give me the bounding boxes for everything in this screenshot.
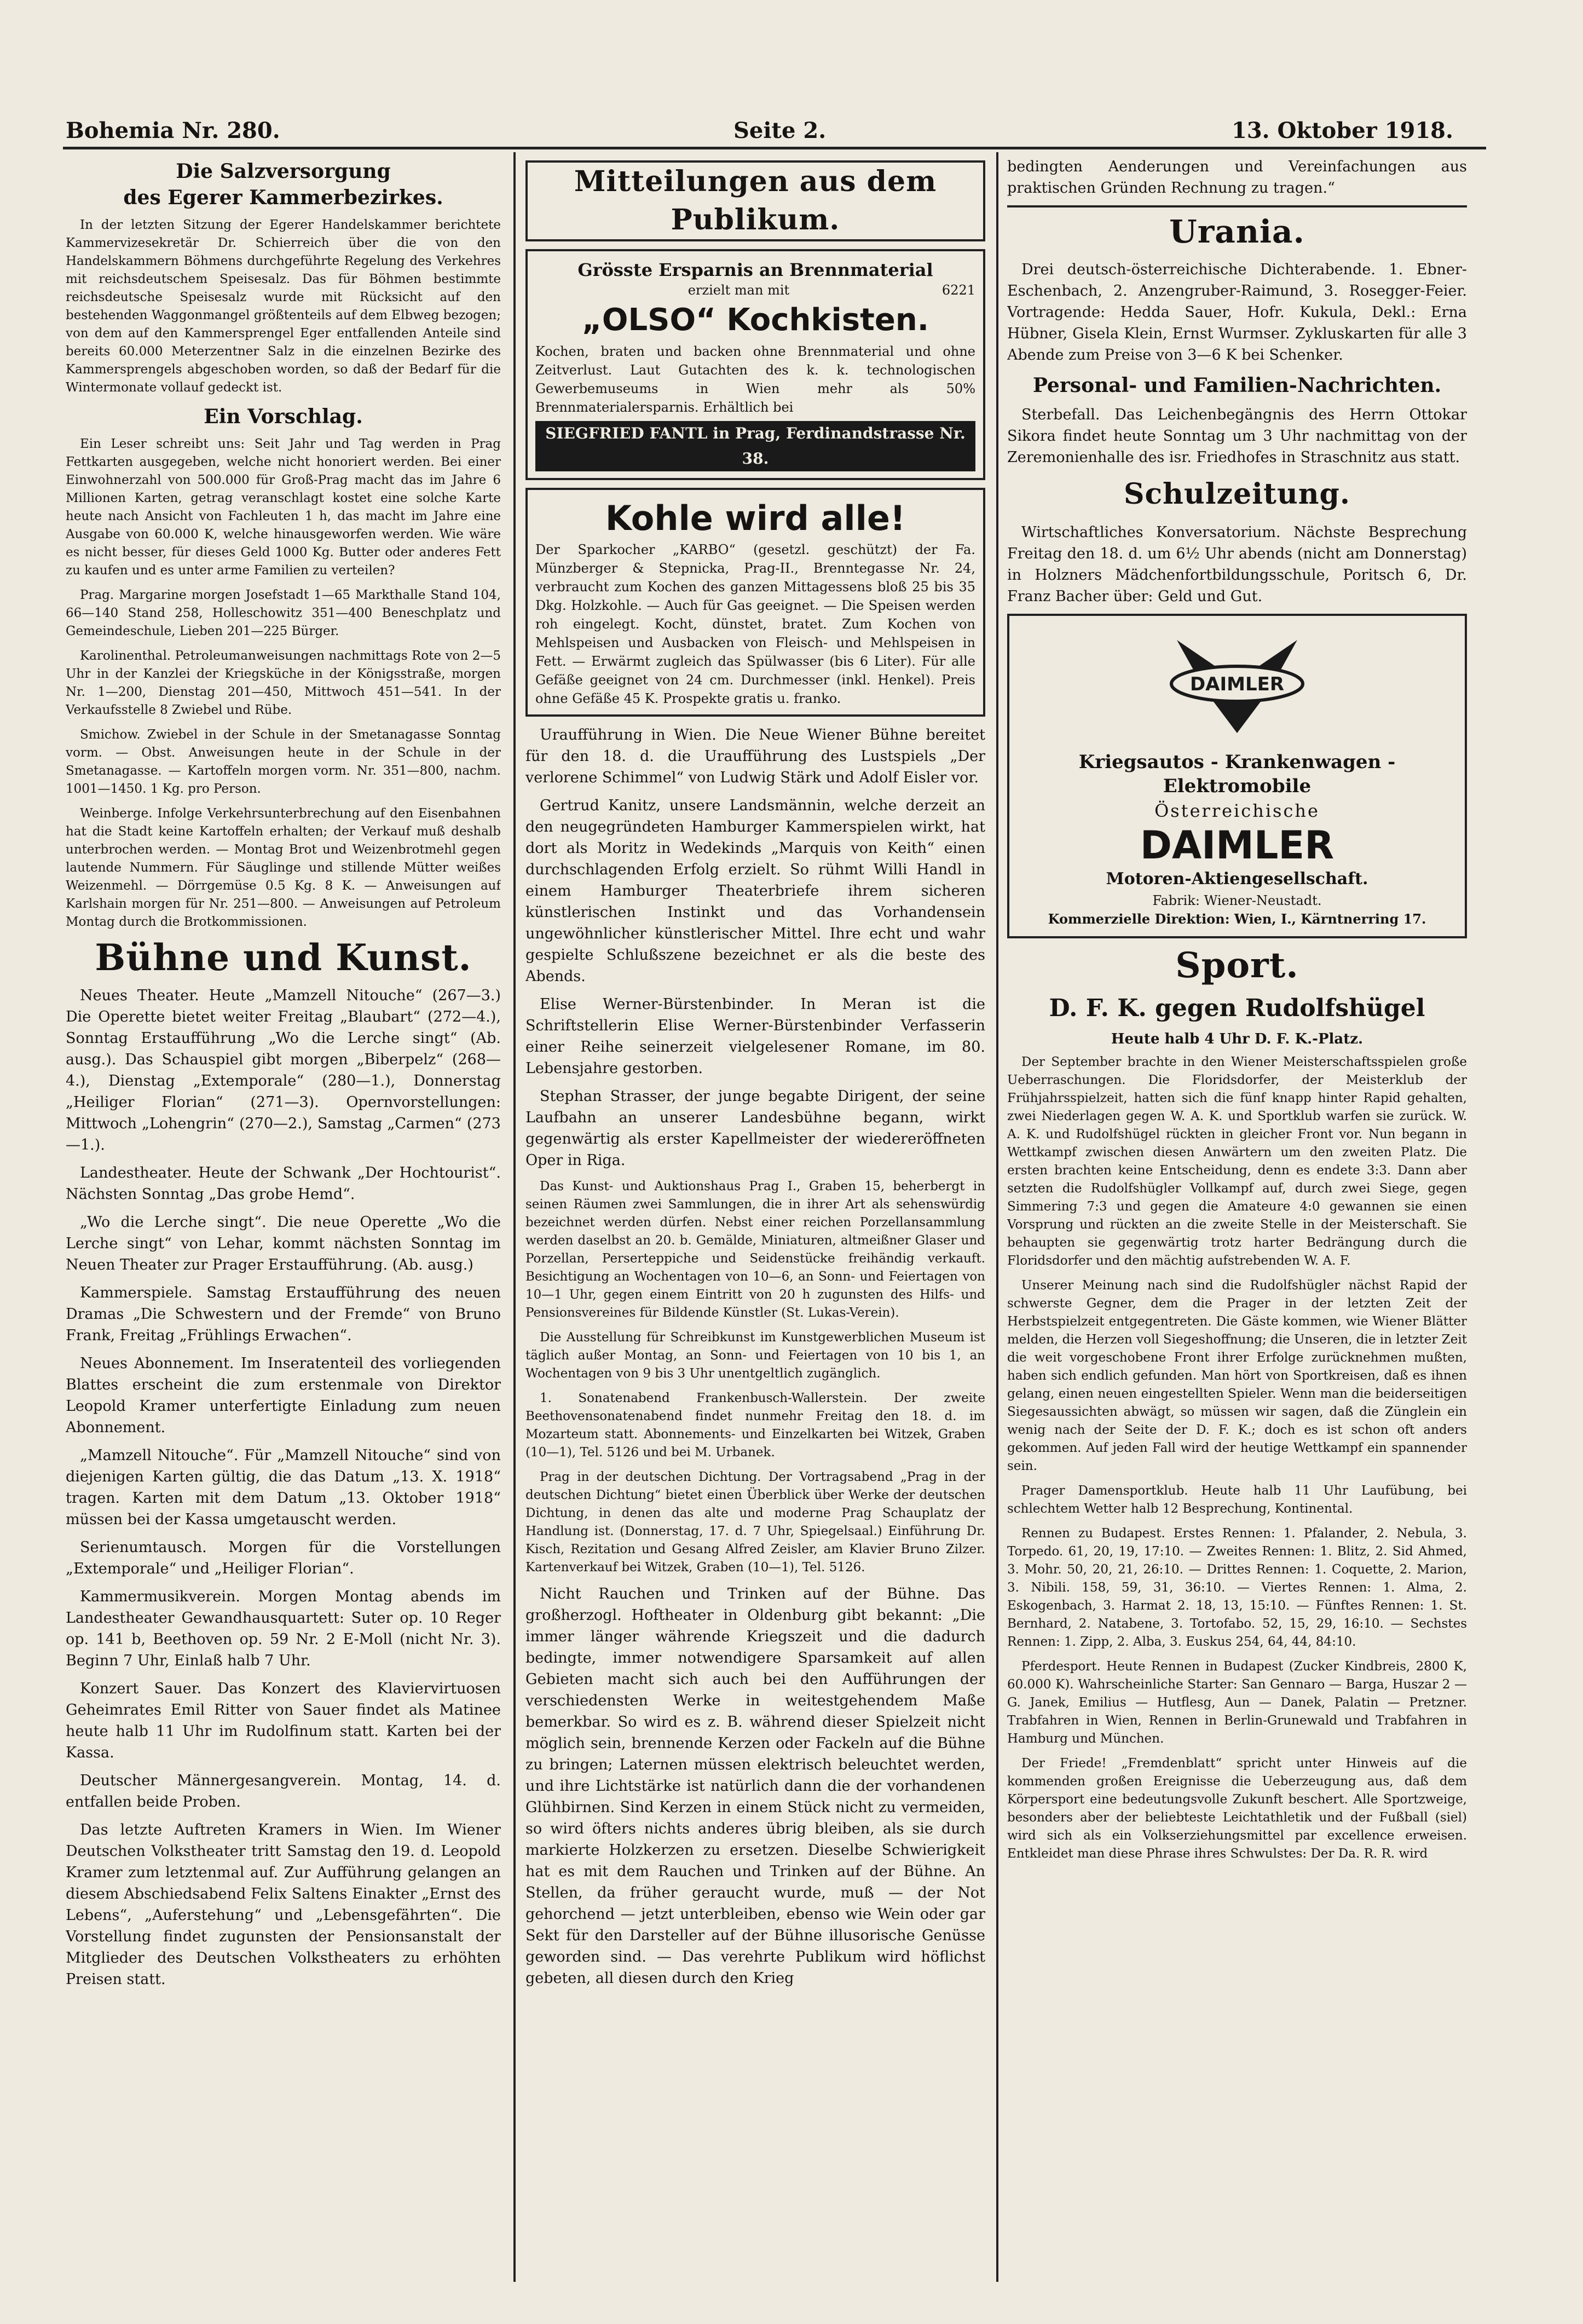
heading-schulzeitung: Schulzeitung. [1123,477,1351,511]
sport-notice: Prager Damensportklub. Heute halb 11 Uhr Laufübung, bei schlechtem Wetter halb 12 Besprechung, Kontinental. [1007,1484,1467,1516]
article-salz: In der letzten Sitzung der Egerer Handelskammer berichtete Kammervizesekretär Dr. Schierreich über die von den Handelskammern Böhmens durchgeführte Regelung des Verkehres mit reichsdeutschem Speisesalz. Das für Böhmen bestimmte reichsdeutsche Speisesalz wurde mit Rücksicht auf den bestehenden Waggonmangel größtenteils auf dem Elbweg bezogen; von dem auf den Kammersprengel Eger entfallenden Anteile sind bereits 60.000 Meterzentner Salz in die einzelnen Bezirke des Kammersprengels abgeschoben worden, so daß der Bedarf für die Wintermonate vollauf gedeckt ist. [66,218,501,395]
column-rule-1 [513,152,516,2282]
sport-notice: Rennen zu Budapest. Erstes Rennen: 1. Pfalander, 2. Nebula, 3. Torpedo. 61, 20, 19, 17:10. — Zweites Rennen: 1. Blitz, 2. Sid Ahmed, 3. Mohr. 50, 20, 21, 26:10. — Drittes Rennen: 1. Coquette, 2. Marion, 3. Nibili. 158, 59, 31, 36:10. — Viertes Rennen: 1. Alma, 2. Eskogenbach, 3. Harmat 2. 18, 13, 15:10. — Fünftes Rennen: 1. St. Bernhard, 2. Natabene, 3. Tortofabo. 52, 15, 29, 16:10. — Sechstes Rennen: 1. Zipp, 2. Alba, 3. Euskus 254, 64, 44, 84:10. [1007,1526,1467,1649]
sport-notice: Unserer Meinung nach sind die Rudolfshügler nächst Rapid der schwerste Gegner, dem die Prager in der letzten Zeit der Herbstspielzeit entgegentreten. Die Gäste kommen, wie Wiener Blätter melden, die Herzen voll Siegeshoffnung; die Unseren, die in letzter Zeit die weit vorgeschobene Front ihrer Erfolge zurücknehmen mußten, haben sich endlich gefunden. Man hört von Sportkreisen, daß es ihnen gelang, einen neuen eingestellten Spieler. Wenn man die beiderseitigen Siegesaussichten abwägt, so müssen wir sagen, daß die Zünglein ein wenig nach der Seite der D. F. K.; doch es ist schon oft anders gekommen. Auf jeden Fall wird der heutige Wettkampf ein spannender sein. [1007,1278,1467,1473]
daimler-direktion: Kommerzielle Direktion: Wien, I., Kärntnerring 17. [1048,911,1426,927]
article-vorschlag: Ein Leser schreibt uns: Seit Jahr und Tag werden in Prag Fettkarten ausgegeben, welche nicht honoriert werden. Bei einer Einwohnerzahl von 500.000 für Groß-Prag macht das im Jahre 6 Millionen Karten, getrag veranschlagt kostet eine solche Karte heute nach Ansicht von Fachleuten 1 h, das macht im Jahre eine Ausgabe von 60.000 K, welche hinausgeworfen werden. Wie wäre es nicht besser, für dieses Geld 1000 Kg. Butter oder anderes Fett zu kaufen und es unter arme Familien zu verteilen? [66,437,501,578]
heading-personal: Personal- und Familien-Nachrichten. [1032,374,1442,397]
article-personal: Sterbefall. Das Leichenbegängnis des Herrn Ottokar Sikora findet heute Sonntag um 3 Uhr nachmittag von der Zeremonienhalle des isr. Friedhofes in Straschnitz aus statt. [1007,406,1467,466]
heading-buehne: Bühne und Kunst. [95,936,472,979]
small-notice: 1. Sonatenabend Frankenbusch-Wallerstein. Der zweite Beethovensonatenabend findet nunmehr Freitag den 18. d. im Mozarteum statt. Abonnements- und Einzelkarten bei Witzek, Graben (10—1), Tel. 5126 und bei M. Urbanek. [525,1391,985,1460]
buehne-para: „Wo die Lerche singt“. Die neue Operette „Wo die Lerche singt“ von Lehar, kommt nächsten Sonntag im Neuen Theater zur Prager Erstaufführung. (Ab. ausg.) [66,1214,501,1273]
heading-salz-2: des Egerer Kammerbezirkes. [123,186,443,209]
notice-weinberge: Weinberge. Infolge Verkehrsunterbrechung auf den Eisenbahnen hat die Stadt keine Kartoffeln erhalten; der Verkauf muß deshalb unterbrochen werden. — Montag Brot und Weizenbrotmehl gegen lautende Nummern. Für Säuglinge und stillende Mütter weißes Weizenmehl. — Dörrgemüse 0.5 Kg. 8 K. — Anweisungen auf Karlshain morgen für Nr. 251—800. — Anweisungen auf Petroleum Montag durch die Brotkommissionen. [66,806,501,929]
buehne-para: Konzert Sauer. Das Konzert des Klaviervirtuosen Geheimrates Emil Ritter von Sauer findet als Matinee heute halb 11 Uhr im Rudolfinum statt. Karten bei der Kassa. [66,1680,501,1761]
heading-match: D. F. K. gegen Rudolfshügel [1049,994,1425,1022]
daimler-fabrik: Fabrik: Wiener-Neustadt. [1152,893,1322,908]
heading-urania: Urania. [1169,213,1305,250]
match-subtitle: Heute halb 4 Uhr D. F. K.-Platz. [1111,1031,1364,1047]
masthead-date: 13. Oktober 1918. [1232,118,1453,143]
buehne-para: Kammerspiele. Samstag Erstaufführung des neuen Dramas „Die Schwestern und der Fremde“ von Bruno Frank, Freitag „Frühlings Erwachen“. [66,1284,501,1344]
daimler-headline: Kriegsautos - Krankenwagen - Elektromobile [1078,751,1396,797]
column-3 [1007,156,1467,2308]
notice-karolinenthal: Karolinenthal. Petroleumanweisungen nachmittags Rote von 2—5 Uhr in der Kanzlei der Kriegsküche in der Königsstraße, morgen Nr. 1—200, Dienstag 201—450, Mittwoch 451—541. In der Verkaufsstelle 8 Zwiebel und Rübe. [66,649,501,717]
notice-prag: Prag. Margarine morgen Josefstadt 1—65 Markthalle Stand 104, 66—140 Stand 258, Holleschowitz 351—400 Beneschplatz und Gemeindeschule, Lieben 201—225 Bürger. [66,588,501,638]
olso-name: „OLSO“ Kochkisten. [582,302,929,338]
kohle-advertisement [525,488,985,717]
column-1 [66,156,501,2308]
column-rule-2 [996,152,998,2282]
masthead-page: Seite 2. [733,118,827,143]
daimler-logo [1155,629,1319,739]
daimler-advertisement [1007,614,1467,938]
buehne-para: Das letzte Auftreten Kramers in Wien. Im Wiener Deutschen Volkstheater tritt Samstag den 19. d. Leopold Kramer zum letztenmal auf. Zur Aufführung gelangen an diesem Abschiedsabend Felix Saltens Einakter „Ernst des Lebens“, „Auferstehung“ und „Lebensgefährten“. Die Vorstellung findet zugunsten der Pensionsanstalt der Mitglieder des Deutschen Volkstheaters zu erhöhten Preisen statt. [66,1821,501,1988]
olso-top: Grösste Ersparnis an Brennmaterial [577,259,933,280]
article-schulzeitung: Wirtschaftliches Konversatorium. Nächste Besprechung Freitag den 18. d. um 6½ Uhr abends (nicht am Donnerstag) in Holzners Mädchenfortbildungsschule, Poritsch 6, Dr. Franz Bacher über: Geld und Gut. [1007,524,1467,605]
kohle-body: Der Sparkocher „KARBO“ (gesetzl. geschützt) der Fa. Münzberger & Stepnicka, Prag-II., Brenntegasse Nr. 24, verbraucht zum Kochen des ganzen Mittagessens bloß 25 bis 35 Dkg. Holzkohle. — Auch für Gas geeignet. — Die Speisen werden roh eingelegt. Kocht, dünstet, bratet. Zum Kochen von Mehlspeisen und Ausbacken von Fleisch- und Mehlspeisen in Fett. — Erwärmt zugleich das Spülwasser (bis 6 Liter). Für alle Gefäße geeignet von 24 cm. Durchmesser (inkl. Henkel). Preis ohne Gefäße 45 K. Prospekte gratis u. franko. [535,542,975,706]
notice-smichow: Smichow. Zwiebel in der Schule in der Smetanagasse Sonntag vorm. — Obst. Anweisungen heute in der Schule in der Smetanagasse. — Kartoffeln morgen vorm. Nr. 351—800, nachm. 1001—1450. 1 Kg. pro Person. [66,728,501,796]
small-notice: Das Kunst- und Auktionshaus Prag I., Graben 15, beherbergt in seinen Räumen zwei Sammlungen, die in ihrer Art als sehenswürdig bezeichnet werden dürfen. Nebst einer reichen Porzellansammlung werden daselbst an 20. b. Gemälde, Miniaturen, altmeißner Glaser und Porzellan, Perserteppiche und Seidenstücke freihändig verkauft. Besichtigung an Wochentagen von 10—6, an Sonn- und Feiertagen von 10—1 Uhr, gegen einem Eintritt von 20 h zugunsten des Hilfs- und Pensionsvereines für Bildende Künstler (St. Lukas-Verein). [525,1179,985,1320]
olso-body: Kochen, braten und backen ohne Brennmaterial und ohne Zeitverlust. Laut Gutachten des k. k. technologischen Gewerbemuseums in Wien mehr als 50% Brennmaterialersparnis. Erhältlich bei [535,344,975,415]
buehne-para: Kammermusikverein. Morgen Montag abends im Landestheater Gewandhausquartett: Suter op. 10 Reger op. 141 b, Beethoven op. 59 Nr. 2 E-Moll (nicht Nr. 3). Beginn 7 Uhr, Einlaß halb 7 Uhr. [66,1588,501,1669]
heading-mitteilungen: Mitteilungen aus dem Publikum. [525,160,985,241]
heading-salz-1: Die Salzversorgung [176,160,391,183]
small-notice: Die Ausstellung für Schreibkunst im Kunstgewerblichen Museum ist täglich außer Montag, an Sonn- und Feiertagen von 10 bis 1, an Wochentagen von 9 bis 3 Uhr unentgeltlich zugänglich. [525,1330,985,1381]
masthead-issue: Bohemia Nr. 280. [66,118,280,143]
article-rauchen: Nicht Rauchen und Trinken auf der Bühne. Das großherzogl. Hoftheater in Oldenburg gibt bekannt: „Die immer länger währende Kriegszeit und die dadurch bedingte, immer notwendigere Sparsamkeit auf allen Gebieten macht sich auch bei den Aufführungen der verschiedensten Werke in weitestgehendem Maße bemerkbar. So wird es z. B. während dieser Spielzeit nicht möglich sein, brennende Kerzen oder Fackeln auf die Bühne zu bringen; Laternen müssen elektrisch beleuchtet werden, und ihre Lichtstärke ist natürlich dann die der vorhandenen Glühbirnen. Sind Kerzen in einem Stück nicht zu vermeiden, so wird öfters nichts anderes übrig bleiben, als sie durch markierte Holzkerzen zu ersetzen. Dieselbe Schwierigkeit hat es mit dem Rauchen und Trinken auf der Bühne. An Stellen, da früher geraucht wurde, muß — der Not gehorchend — jetzt unterbleiben, ebenso wie Wein oder gar Sekt für den Darsteller auf der Bühne illusorische Genüsse geworden sind. — Das verehrte Publikum wird höflichst gebeten, all diesen durch den Krieg [525,1585,985,1987]
heading-sport: Sport. [1175,945,1299,986]
column-2 [525,156,985,2308]
daimler-brand: DAIMLER [1140,823,1334,868]
olso-dealer: SIEGFRIED FANTL in Prag, Ferdinandstrasse Nr. 38. [535,421,975,471]
buehne-para: Neues Theater. Heute „Mamzell Nitouche“ (267—3.) Die Operette bietet weiter Freitag „Blaubart“ (272—4.), Sonntag Erstaufführung „Wo die Lerche singt“ (Ab. ausg.). Das Schauspiel gibt morgen „Biberpelz“ (268—4.), Dienstag „Extemporale“ (280—1.), Donnerstag „Heiliger Florian“ (271—3). Opernvorstellungen: Mittwoch „Lohengrin“ (270—2.), Samstag „Carmen“ (273—1.). [66,987,501,1154]
sport-notice: Der September brachte in den Wiener Meisterschaftsspielen große Ueberraschungen. Die Floridsdorfer, der Meisterklub der Frühjahrsspielzeit, hatten sich die fünf knapp hinter Rapid gehalten, zwei Niederlagen gegen W. A. K. und Sportklub warfen sie zurück. W. A. K. und Rudolfshügel rückten in gleicher Front vor. Nun begann in Wettkampf zwischen diesen Anwärtern um den zweiten Platz. Die ersten brachten keine Entscheidung, denn es endete 3:3. Dann aber setzten die Rudolfshügler Vollkampf auf, durch zwei Siege, gegen Simmering 7:3 und gegen die Amateure 4:0 gewannen sie einen Vorsprung und rückten an die zweite Stelle in der Meisterschaft. Sie behaupten sie gegenwärtig trotz harter Bedrängung durch die Floridsdorfer und den mächtig aufstrebenden W. A. F. [1007,1055,1467,1268]
theatre-note: Stephan Strasser, der junge begabte Dirigent, der seine Laufbahn an unserer Landesbühne begann, wirkt gegenwärtig als erster Kapellmeister der wiedereröffneten Oper in Riga. [525,1088,985,1169]
divider [1007,205,1467,207]
theatre-note: Gertrud Kanitz, unsere Landsmännin, welche derzeit an den neugegründeten Hamburger Kammerspielen wirkt, hat dort als Moritz in Wedekinds „Marquis von Keith“ einen durchschlagenden Erfolg erzielt. So rühmt Willi Handl in einem Hamburger Theaterbriefe ihrem sicheren künstlerischen Instinkt und das Vorhandensein ungewöhnlicher künstlerischer Mittel. Ihre echt und wahr gespielte Schlußszene bezeichnet er als die beste des Abends. [525,797,985,985]
kohle-title: Kohle wird alle! [605,498,906,538]
heading-vorschlag: Ein Vorschlag. [204,405,363,428]
olso-advertisement [525,249,985,480]
buehne-para: „Mamzell Nitouche“. Für „Mamzell Nitouche“ sind von diejenigen Karten gültig, die das Datum „13. X. 1918“ tragen. Karten mit dem Datum „13. Oktober 1918“ müssen bei der Kassa umgetauscht werden. [66,1447,501,1528]
buehne-para: Deutscher Männergesangverein. Montag, 14. d. entfallen beide Proben. [66,1772,501,1810]
theatre-note: Uraufführung in Wien. Die Neue Wiener Bühne bereitet für den 18. d. die Uraufführung des Lustspiels „Der verlorene Schimmel“ von Ludwig Stärk und Adolf Eisler vor. [525,726,985,786]
buehne-para: Landestheater. Heute der Schwank „Der Hochtourist“. Nächsten Sonntag „Das grobe Hemd“. [66,1164,501,1203]
daimler-oesterreichische: Österreichische [1154,800,1320,821]
theatre-note: Elise Werner-Bürstenbinder. In Meran ist die Schriftstellerin Elise Werner-Bürstenbinder Verfasserin einer Reihe seinerzeit vielgelesener Romane, im 80. Lebensjahre gestorben. [525,996,985,1077]
sport-notice: Der Friede! „Fremdenblatt“ spricht unter Hinweis auf die kommenden großen Ereignisse die Ueberzeugung aus, daß dem Körpersport eine bedeutungsvolle Zukunft beschert. Alle Sportzweige, besonders aber der beliebteste Leichtathletik und der Fußball (siel) wird sich als ein Volkserziehungsmittel par excellence erweisen. Entkleidet man diese Phrase ihres Schwulstes: Der Da. R. R. wird [1007,1756,1467,1861]
daimler-ag: Motoren-Aktiengesellschaft. [1106,869,1368,889]
olso-number: 6221 [941,282,975,298]
article-urania: Drei deutsch-österreichische Dichterabende. 1. Ebner-Eschenbach, 2. Anzengruber-Raimund, 3. Rosegger-Feier. Vortragende: Hedda Sauer, Hofr. Kukula, Dekl.: Erna Hübner, Gisela Klein, Ernst Wurmser. Zykluskarten für alle 3 Abende zum Preise von 3—6 K bei Schenker. [1007,261,1467,364]
buehne-para: Serienumtausch. Morgen für die Vorstellungen „Extemporale“ und „Heiliger Florian“. [66,1539,501,1577]
small-notice: Prag in der deutschen Dichtung. Der Vortragsabend „Prag in der deutschen Dichtung“ bietet einen Überblick über Werke der deutschen Dichtung, in denen das alte und moderne Prag Schauplatz der Handlung ist. (Donnerstag, 17. d. 7 Uhr, Spiegelsaal.) Einführung Dr. Kisch, Rezitation und Gesang Alfred Zeisler, am Klavier Bruno Zilzer. Kartenverkauf bei Witzek, Graben (10—1), Tel. 5126. [525,1470,985,1575]
buehne-para: Neues Abonnement. Im Inseratenteil des vorliegenden Blattes erscheint die zum erstenmale von Direktor Leopold Kramer unterfertigte Einladung zum neuen Abonnement. [66,1355,501,1436]
daimler-logo-text: DAIMLER [1189,673,1285,695]
olso-sub: erzielt man mit [687,282,790,298]
article-continuation: bedingten Aenderungen und Vereinfachungen aus praktischen Gründen Rechnung zu tragen.“ [1007,158,1467,197]
masthead-rule [63,147,1486,149]
olso-sub-line [535,282,975,298]
sport-notice: Pferdesport. Heute Rennen in Budapest (Zucker Kindbreis, 2800 K, 60.000 K). Wahrscheinliche Starter: San Gennaro — Barga, Huszar 2 — G. Janek, Emilius — Hutflesg, Aun — Danek, Palatin — Pretzner. Trabfahren in Wien, Rennen in Berlin-Grunewald und Trabfahren in Hamburg und München. [1007,1659,1467,1746]
